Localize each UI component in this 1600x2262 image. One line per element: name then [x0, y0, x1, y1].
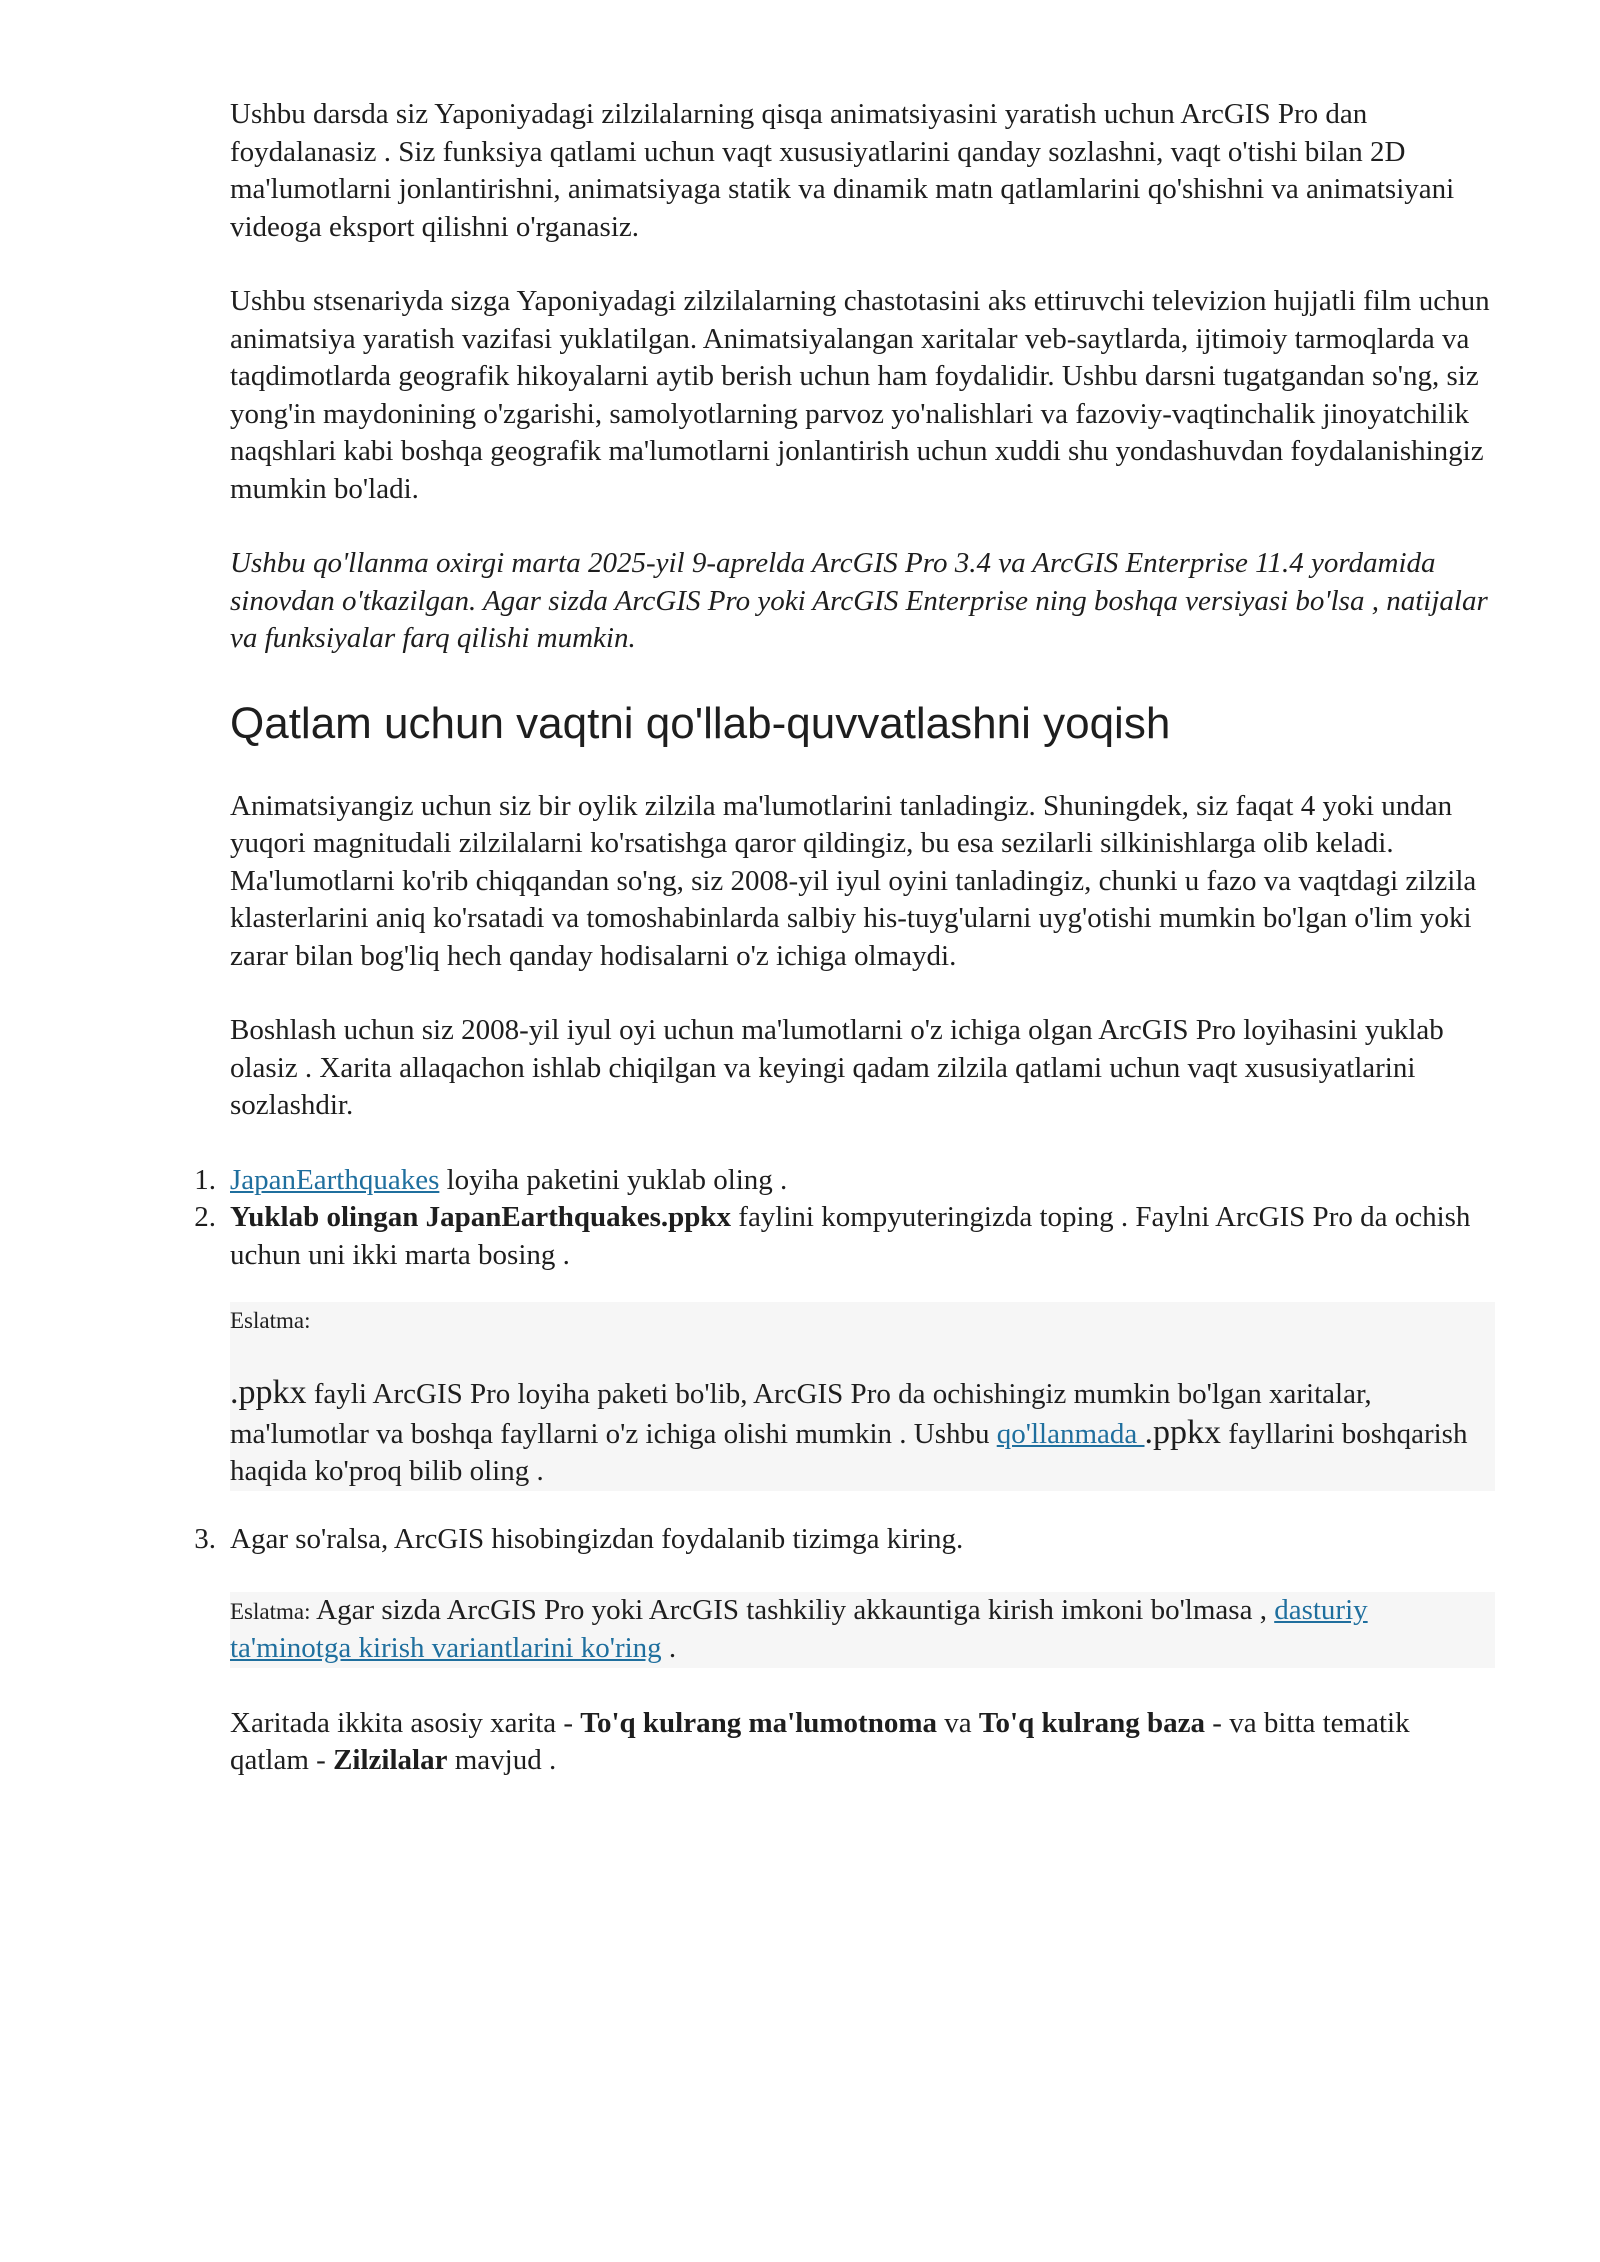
file-extension: .ppkx — [230, 1374, 307, 1411]
step-item-1 — [194, 1162, 1495, 1200]
text-run: va — [936, 1706, 979, 1739]
note-label: Eslatma: — [230, 1599, 311, 1624]
section-paragraph-1: Animatsiyangiz uchun siz bir oylik zilzila ma'lumotlarini tanladingiz. Shuningdek, siz faqat 4 yoki undan yuqori magnitudali zilzilalarni ko'rsatishga qaror qildingiz, bu esa sezilarli silkinishlarga olib keladi. Ma'lumotlarni ko'rib chiqqandan so'ng, siz 2008-yil iyul oyini tanladingiz, chunki u fazo va vaqtdagi zilzila klasterlarini aniq ko'rsatadi va tomoshabinlarda salbiy his-tuyg'ularni uyg'otishi mumkin bo'lgan o'lim yoki zarar bilan bog'liq hech qanday hodisalarni o'z ichiga olmaydi. — [230, 789, 1477, 972]
guide-link[interactable]: qo'llanmada — [996, 1417, 1145, 1450]
section-paragraph-2: Boshlash uchun siz 2008-yil iyul oyi uchun ma'lumotlarni o'z ichiga olgan ArcGIS Pro loyihasini yuklab olasiz . Xarita allaqachon ishlab chiqilgan va keyingi qadam zilzila qatlami uchun vaqt xususiyatlarini sozlashdir. — [230, 1014, 1444, 1121]
text-run: - va bitta tematik qatlam - — [230, 1706, 1410, 1776]
note-box — [230, 1592, 1495, 1668]
layer-name: To'q kulrang baza — [978, 1706, 1206, 1739]
software-access-link[interactable]: dasturiy ta'minotga kirish variantlarini ko'ring — [230, 1594, 1368, 1664]
section-heading: Qatlam uchun vaqtni qo'llab-quvvatlashni yoqish — [230, 698, 1171, 748]
document-content — [194, 96, 1495, 1780]
note-text: . — [661, 1632, 677, 1664]
layer-name: Zilzilalar — [333, 1744, 448, 1776]
step-item-2 — [194, 1199, 1495, 1491]
step-number: 1. — [194, 1163, 216, 1196]
file-extension: .ppkx — [1144, 1413, 1221, 1451]
note-text: Agar sizda ArcGIS Pro yoki ArcGIS tashkiliy akkauntiga kirish imkoni bo'lmasa , — [310, 1594, 1275, 1626]
note-text: fayli ArcGIS Pro loyiha paketi bo'lib, ArcGIS Pro da ochishingiz mumkin bo'lgan xaritalar, ma'lumotlar va boshqa fayllarni o'z ichiga olishi mumkin . Ushbu — [230, 1378, 1372, 1450]
text-run: Xaritada ikkita asosiy xarita - — [230, 1706, 581, 1739]
layer-name: To'q kulrang ma'lumotnoma — [580, 1706, 937, 1739]
note-text: fayllarini boshqarish haqida ko'proq bilib oling . — [230, 1417, 1468, 1487]
step-number: 3. — [194, 1522, 216, 1555]
step-bold-text: Yuklab olingan JapanEarthquakes.ppkx — [230, 1201, 732, 1233]
note-label: Eslatma: — [230, 1308, 311, 1333]
step-text: faylini kompyuteringizda toping . Faylni ArcGIS Pro da ochish uchun uni ikki marta bosing . — [230, 1201, 1471, 1271]
intro-paragraph-1: Ushbu darsda siz Yaponiyadagi zilzilalarning qisqa animatsiyasini yaratish uchun ArcGIS Pro dan foydalanasiz . Siz funksiya qatlami uchun vaqt xususiyatlarini qanday sozlashni, vaqt o'tishi bilan 2D ma'lumotlarni jonlantirishni, animatsiyaga statik va dinamik matn qatlamlarini qo'shishni va animatsiyani videoga eksport qilishni o'rganasiz. — [230, 98, 1455, 243]
step-item-3 — [194, 1521, 1495, 1780]
step-text: Agar so'ralsa, ArcGIS hisobingizdan foydalanib tizimga kiring. — [230, 1522, 964, 1555]
intro-paragraph-2: Ushbu stsenariyda sizga Yaponiyadagi zilzilalarning chastotasini aks ettiruvchi televizion hujjatli film uchun animatsiya yaratish vazifasi yuklatilgan. Animatsiyalangan xaritalar veb-saytlarda, ijtimoiy tarmoqlarda va taqdimotlarda geografik hikoyalarni aytib berish uchun ham foydalidir. Ushbu darsni tugatgandan so'ng, siz yong'in maydonining o'zgarishi, samolyotlarning parvoz yo'nalishlari va fazoviy-vaqtinchalik jinoyatchilik naqshlari kabi boshqa geografik ma'lumotlarni jonlantirish uchun xuddi shu yondashuvdan foydalanishingiz mumkin bo'ladi. — [230, 285, 1490, 505]
text-run: mavjud . — [447, 1744, 557, 1776]
step-number: 2. — [194, 1201, 216, 1233]
map-layers-paragraph — [230, 1705, 1495, 1780]
steps-list — [194, 1162, 1495, 1780]
tested-version-note: Ushbu qo'llanma oxirgi marta 2025-yil 9-aprelda ArcGIS Pro 3.4 va ArcGIS Enterprise 11.4 yordamida sinovdan o'tkazilgan. Agar sizda ArcGIS Pro yoki ArcGIS Enterprise ning boshqa versiyasi bo'lsa , natijalar va funksiyalar farq qilishi mumkin. — [230, 547, 1488, 654]
step-text: loyiha paketini yuklab oling . — [439, 1163, 788, 1196]
japan-earthquakes-link[interactable]: JapanEarthquakes — [230, 1163, 440, 1196]
note-box — [230, 1302, 1495, 1491]
